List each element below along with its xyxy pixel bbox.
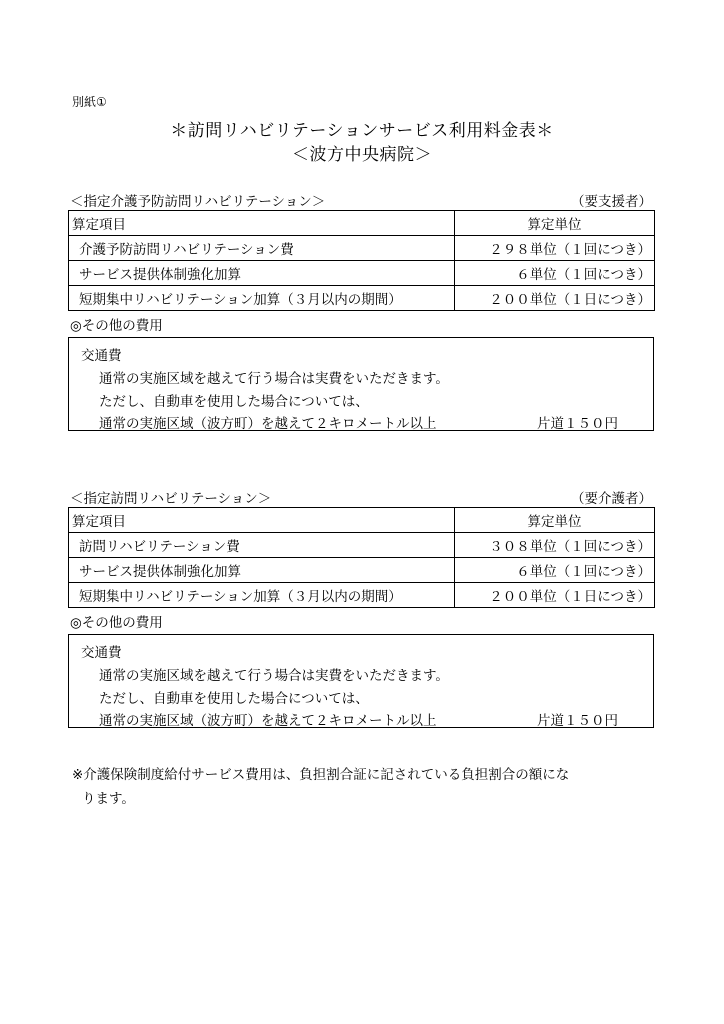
transport-fee: 片道１５０円 xyxy=(537,416,618,432)
attachment-label: 別紙① xyxy=(72,95,107,109)
transport-title: 交通費 xyxy=(81,645,122,661)
footnote-line-2: ります。 xyxy=(82,791,135,807)
section-preventive-rehab xyxy=(68,188,654,431)
section-title: ＜指定訪問リハビリテーション＞ xyxy=(70,491,272,507)
transport-line-3: 通常の実施区域（波方町）を越えて２キロメートル以上 xyxy=(99,416,437,432)
table-header-row xyxy=(69,508,655,533)
row-unit: ６単位（１回につき） xyxy=(455,261,655,286)
transport-line-3-wrap xyxy=(99,709,618,729)
section-header xyxy=(68,485,654,507)
row-item: 介護予防訪問リハビリテーション費 xyxy=(69,236,455,261)
other-costs-heading: ◎その他の費用 xyxy=(70,615,163,631)
header-item: 算定項目 xyxy=(69,211,455,236)
row-unit: ２００単位（１日につき） xyxy=(455,286,655,311)
section-title: ＜指定介護予防訪問リハビリテーション＞ xyxy=(70,194,326,210)
section-category: （要介護者） xyxy=(571,491,652,507)
table-row xyxy=(69,533,655,558)
table-header-row xyxy=(69,211,655,236)
transport-line-2: ただし、自動車を使用した場合については、 xyxy=(99,394,369,410)
other-costs-box xyxy=(68,337,654,431)
section-category: （要支援者） xyxy=(571,194,652,210)
footnote-line-1: ※介護保険制度給付サービス費用は、負担割合証に記されている負担割合の額にな xyxy=(72,767,570,783)
other-costs-box xyxy=(68,634,654,728)
transport-line-3: 通常の実施区域（波方町）を越えて２キロメートル以上 xyxy=(99,713,437,729)
fee-table xyxy=(68,507,655,608)
transport-line-1: 通常の実施区域を越えて行う場合は実費をいただきます。 xyxy=(99,668,449,684)
section-home-rehab xyxy=(68,485,654,728)
transport-line-3-wrap xyxy=(99,412,618,432)
transport-fee: 片道１５０円 xyxy=(537,713,618,729)
section-header xyxy=(68,188,654,210)
row-unit: ３０８単位（１回につき） xyxy=(455,533,655,558)
row-item: サービス提供体制強化加算 xyxy=(69,558,455,583)
table-row xyxy=(69,286,655,311)
row-unit: ２９８単位（１回につき） xyxy=(455,236,655,261)
table-row xyxy=(69,261,655,286)
transport-title: 交通費 xyxy=(81,348,122,364)
footnote xyxy=(72,763,657,811)
transport-line-2: ただし、自動車を使用した場合については、 xyxy=(99,691,369,707)
table-row xyxy=(69,236,655,261)
header-unit: 算定単位 xyxy=(455,508,655,533)
table-row xyxy=(69,583,655,608)
row-unit: ６単位（１回につき） xyxy=(455,558,655,583)
header-unit: 算定単位 xyxy=(455,211,655,236)
page-subtitle: ＜波方中央病院＞ xyxy=(292,145,432,165)
other-costs-heading: ◎その他の費用 xyxy=(70,318,163,334)
row-unit: ２００単位（１日につき） xyxy=(455,583,655,608)
row-item: 短期集中リハビリテーション加算（３月以内の期間） xyxy=(69,286,455,311)
fee-table xyxy=(68,210,655,311)
table-row xyxy=(69,558,655,583)
row-item: サービス提供体制強化加算 xyxy=(69,261,455,286)
header-item: 算定項目 xyxy=(69,508,455,533)
transport-line-1: 通常の実施区域を越えて行う場合は実費をいただきます。 xyxy=(99,371,449,387)
row-item: 短期集中リハビリテーション加算（３月以内の期間） xyxy=(69,583,455,608)
page-title: ＊訪問リハビリテーションサービス利用料金表＊ xyxy=(170,121,554,141)
row-item: 訪問リハビリテーション費 xyxy=(69,533,455,558)
